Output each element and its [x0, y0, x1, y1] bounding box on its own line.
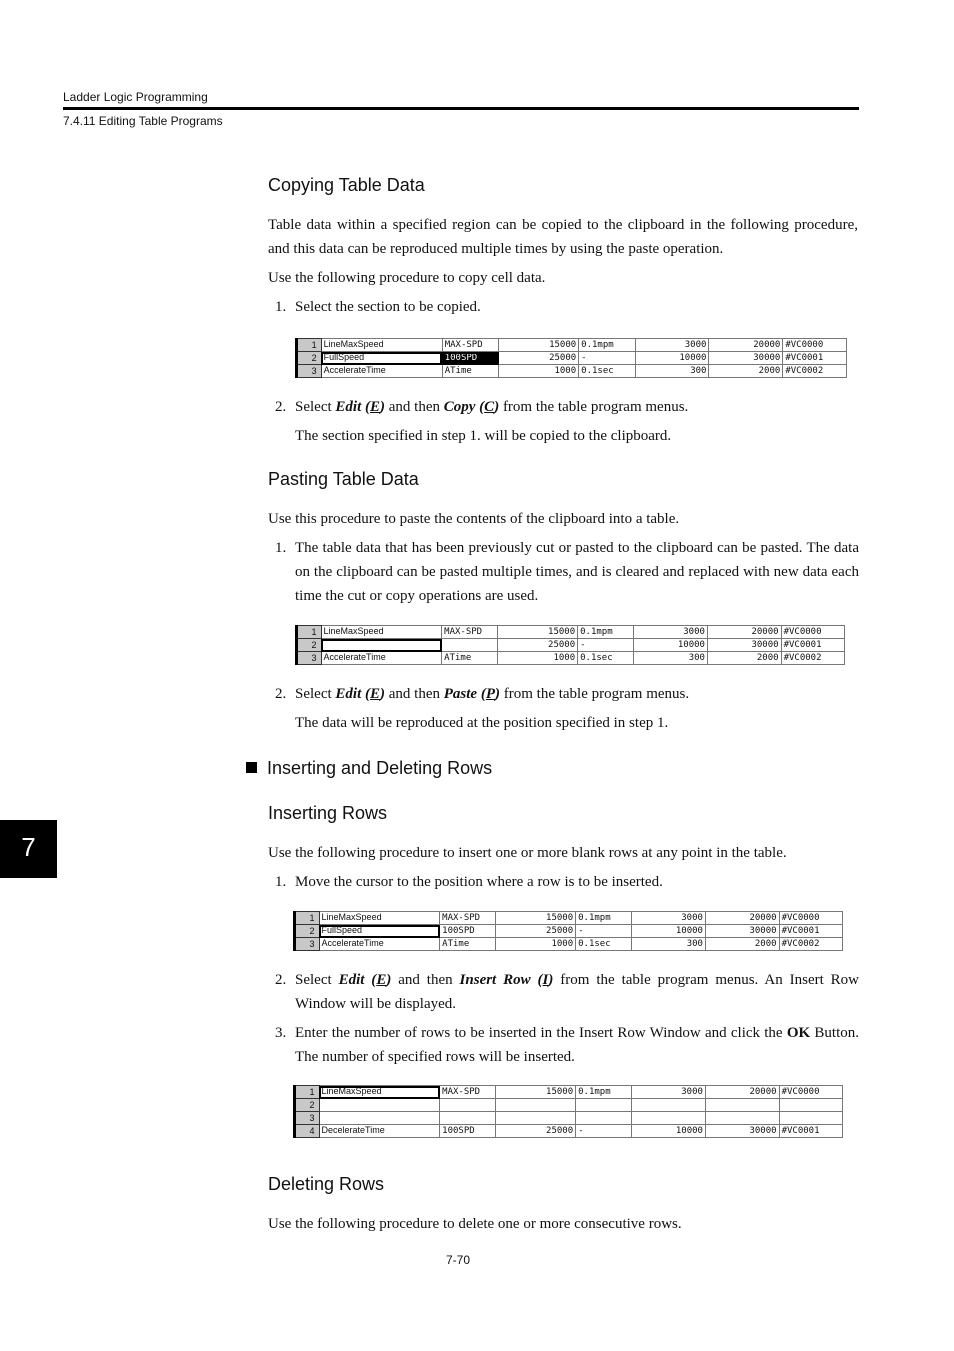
step-number: 2.	[275, 972, 287, 988]
address-cell: #VC0000	[779, 912, 842, 925]
step-text: Enter the number of rows to be inserted in the Insert Row Window and click the OK Button. The number of specified rows will be inserted.	[295, 1025, 860, 1065]
insert-before-table-screenshot	[293, 911, 843, 951]
symbol-cell: MAX-SPD	[442, 626, 498, 639]
min-cell: 300	[632, 938, 706, 951]
name-cell: LineMaxSpeed	[319, 912, 440, 925]
value-cell: 25000	[496, 1125, 576, 1138]
section-copy-title: Copying Table Data	[268, 175, 425, 195]
unit-cell: 0.1sec	[578, 652, 634, 665]
paste-paragraph: Use this procedure to paste the contents of the clipboard into a table.	[268, 511, 680, 527]
page-number: 7-70	[446, 1253, 471, 1267]
max-cell: 30000	[705, 925, 779, 938]
address-cell: #VC0002	[781, 652, 844, 665]
step-text: Select Edit (E) and then Copy (C) from the table program menus.	[295, 399, 689, 415]
inserting-step-2	[275, 968, 859, 1016]
name-cell: DecelerateTime	[319, 1125, 440, 1138]
step-number: 2.	[275, 686, 287, 702]
unit-cell: 0.1mpm	[579, 339, 635, 352]
max-cell: 2000	[709, 365, 783, 378]
table-row	[295, 1125, 843, 1138]
step-number: 1.	[275, 299, 287, 315]
address-cell: #VC0002	[779, 938, 842, 951]
min-cell	[632, 1112, 706, 1125]
value-cell: 1000	[499, 365, 579, 378]
row-number: 2	[297, 639, 322, 652]
inserting-step-3	[275, 1021, 859, 1069]
min-cell: 10000	[635, 352, 709, 365]
step-number: 1.	[275, 874, 287, 890]
max-cell: 20000	[707, 626, 781, 639]
copy-step-2-note: The section specified in step 1. will be copied to the clipboard.	[295, 428, 672, 444]
unit-cell: -	[578, 639, 634, 652]
section-inserting-title: Inserting Rows	[268, 803, 388, 823]
max-cell	[705, 1099, 779, 1112]
copy-table-screenshot	[295, 338, 847, 378]
step-text: Select the section to be copied.	[295, 299, 481, 315]
paste-step-2-note: The data will be reproduced at the position specified in step 1.	[295, 715, 669, 731]
name-cell: FullSpeed	[319, 925, 440, 938]
address-cell: #VC0001	[783, 352, 847, 365]
address-cell: #VC0001	[779, 925, 842, 938]
header-rule	[63, 107, 859, 110]
value-cell: 15000	[499, 339, 579, 352]
step-number: 1.	[275, 540, 287, 556]
insert-after-table-screenshot	[293, 1085, 843, 1138]
address-cell	[779, 1112, 842, 1125]
table-row	[295, 1086, 843, 1099]
paste-table-screenshot	[295, 625, 845, 665]
row-number: 3	[297, 652, 322, 665]
symbol-cell	[442, 639, 498, 652]
symbol-cell: ATime	[442, 365, 498, 378]
row-number: 2	[295, 925, 320, 938]
row-number: 4	[295, 1125, 320, 1138]
max-cell: 30000	[709, 352, 783, 365]
min-cell: 10000	[634, 639, 708, 652]
step-text: Select Edit (E) and then Insert Row (I) from the table program menus. An Insert Row Window will be displayed.	[295, 972, 860, 1012]
deleting-paragraph: Use the following procedure to delete one or more consecutive rows.	[268, 1216, 682, 1232]
table-row	[295, 1112, 843, 1125]
running-header-section: 7.4.11 Editing Table Programs	[63, 114, 223, 128]
name-cell: AccelerateTime	[321, 652, 442, 665]
value-cell	[496, 1112, 576, 1125]
inserting-step-1	[275, 870, 859, 894]
section-insert-delete-title: Inserting and Deleting Rows	[246, 758, 492, 779]
row-number: 3	[297, 365, 322, 378]
symbol-cell: MAX-SPD	[440, 912, 496, 925]
max-cell	[705, 1112, 779, 1125]
table-row	[297, 352, 847, 365]
name-cell	[319, 1099, 440, 1112]
symbol-cell: MAX-SPD	[440, 1086, 496, 1099]
table-row	[295, 938, 843, 951]
symbol-cell	[440, 1112, 496, 1125]
address-cell: #VC0000	[783, 339, 847, 352]
address-cell: #VC0000	[781, 626, 844, 639]
section-paste-title: Pasting Table Data	[268, 469, 419, 489]
min-cell: 3000	[632, 1086, 706, 1099]
row-number: 2	[297, 352, 322, 365]
min-cell: 3000	[635, 339, 709, 352]
name-cell: LineMaxSpeed	[321, 339, 442, 352]
symbol-cell: 100SPD	[440, 925, 496, 938]
step-text: The table data that has been previously cut or pasted to the clipboard can be pasted. The data on the clipboard can be pasted multiple times, and is cleared and replaced with new data each time the cut or copy operations are used.	[295, 540, 859, 604]
min-cell: 300	[635, 365, 709, 378]
table-row	[297, 639, 845, 652]
copy-intro: Use the following procedure to copy cell data.	[268, 270, 546, 286]
address-cell: #VC0001	[779, 1125, 842, 1138]
copy-paragraph: Table data within a specified region can be copied to the clipboard in the following procedure, and this data can be reproduced multiple times by using the paste operation.	[268, 217, 858, 257]
copy-step-1	[275, 295, 859, 319]
copy-step-2	[275, 395, 859, 419]
unit-cell	[576, 1112, 632, 1125]
table-row	[297, 626, 845, 639]
min-cell: 10000	[632, 1125, 706, 1138]
square-bullet-icon	[246, 762, 257, 773]
inserting-paragraph: Use the following procedure to insert one or more blank rows at any point in the table.	[268, 845, 787, 861]
table-row	[295, 925, 843, 938]
row-number: 1	[295, 912, 320, 925]
step-number: 3.	[275, 1025, 287, 1041]
min-cell: 3000	[632, 912, 706, 925]
step-number: 2.	[275, 399, 287, 415]
unit-cell: 0.1mpm	[576, 912, 632, 925]
value-cell: 1000	[496, 938, 576, 951]
symbol-cell	[440, 1099, 496, 1112]
table-row	[295, 1099, 843, 1112]
unit-cell: 0.1sec	[579, 365, 635, 378]
value-cell	[496, 1099, 576, 1112]
min-cell	[632, 1099, 706, 1112]
unit-cell: 0.1mpm	[578, 626, 634, 639]
min-cell: 10000	[632, 925, 706, 938]
table-row	[297, 339, 847, 352]
value-cell: 25000	[499, 352, 579, 365]
address-cell: #VC0001	[781, 639, 844, 652]
value-cell: 1000	[498, 652, 578, 665]
unit-cell: 0.1mpm	[576, 1086, 632, 1099]
unit-cell	[576, 1099, 632, 1112]
step-text: Move the cursor to the position where a row is to be inserted.	[295, 874, 663, 890]
unit-cell: -	[579, 352, 635, 365]
value-cell: 15000	[498, 626, 578, 639]
table-row	[295, 912, 843, 925]
table-row	[297, 365, 847, 378]
symbol-cell: ATime	[442, 652, 498, 665]
name-cell	[321, 639, 442, 652]
paste-step-1	[275, 536, 859, 608]
max-cell: 20000	[705, 1086, 779, 1099]
symbol-cell: ATime	[440, 938, 496, 951]
name-cell: LineMaxSpeed	[321, 626, 442, 639]
running-header-chapter: Ladder Logic Programming	[63, 90, 208, 104]
address-cell: #VC0000	[779, 1086, 842, 1099]
name-cell: AccelerateTime	[319, 938, 440, 951]
row-number: 1	[295, 1086, 320, 1099]
row-number: 1	[297, 626, 322, 639]
name-cell: FullSpeed	[321, 352, 442, 365]
value-cell: 15000	[496, 1086, 576, 1099]
row-number: 3	[295, 938, 320, 951]
value-cell: 25000	[498, 639, 578, 652]
address-cell	[779, 1099, 842, 1112]
section-deleting-title: Deleting Rows	[268, 1174, 385, 1194]
name-cell	[319, 1112, 440, 1125]
max-cell: 20000	[705, 912, 779, 925]
symbol-cell: 100SPD	[442, 352, 498, 365]
table-row	[297, 652, 845, 665]
paste-step-2	[275, 682, 859, 706]
max-cell: 30000	[707, 639, 781, 652]
value-cell: 15000	[496, 912, 576, 925]
symbol-cell: MAX-SPD	[442, 339, 498, 352]
row-number: 1	[297, 339, 322, 352]
unit-cell: -	[576, 1125, 632, 1138]
min-cell: 3000	[634, 626, 708, 639]
step-text: Select Edit (E) and then Paste (P) from the table program menus.	[295, 686, 690, 702]
unit-cell: -	[576, 925, 632, 938]
row-number: 3	[295, 1112, 320, 1125]
max-cell: 2000	[705, 938, 779, 951]
chapter-tab: 7	[0, 820, 57, 878]
row-number: 2	[295, 1099, 320, 1112]
min-cell: 300	[634, 652, 708, 665]
address-cell: #VC0002	[783, 365, 847, 378]
max-cell: 20000	[709, 339, 783, 352]
value-cell: 25000	[496, 925, 576, 938]
max-cell: 30000	[705, 1125, 779, 1138]
name-cell: LineMaxSpeed	[319, 1086, 440, 1099]
max-cell: 2000	[707, 652, 781, 665]
unit-cell: 0.1sec	[576, 938, 632, 951]
symbol-cell: 100SPD	[440, 1125, 496, 1138]
name-cell: AccelerateTime	[321, 365, 442, 378]
